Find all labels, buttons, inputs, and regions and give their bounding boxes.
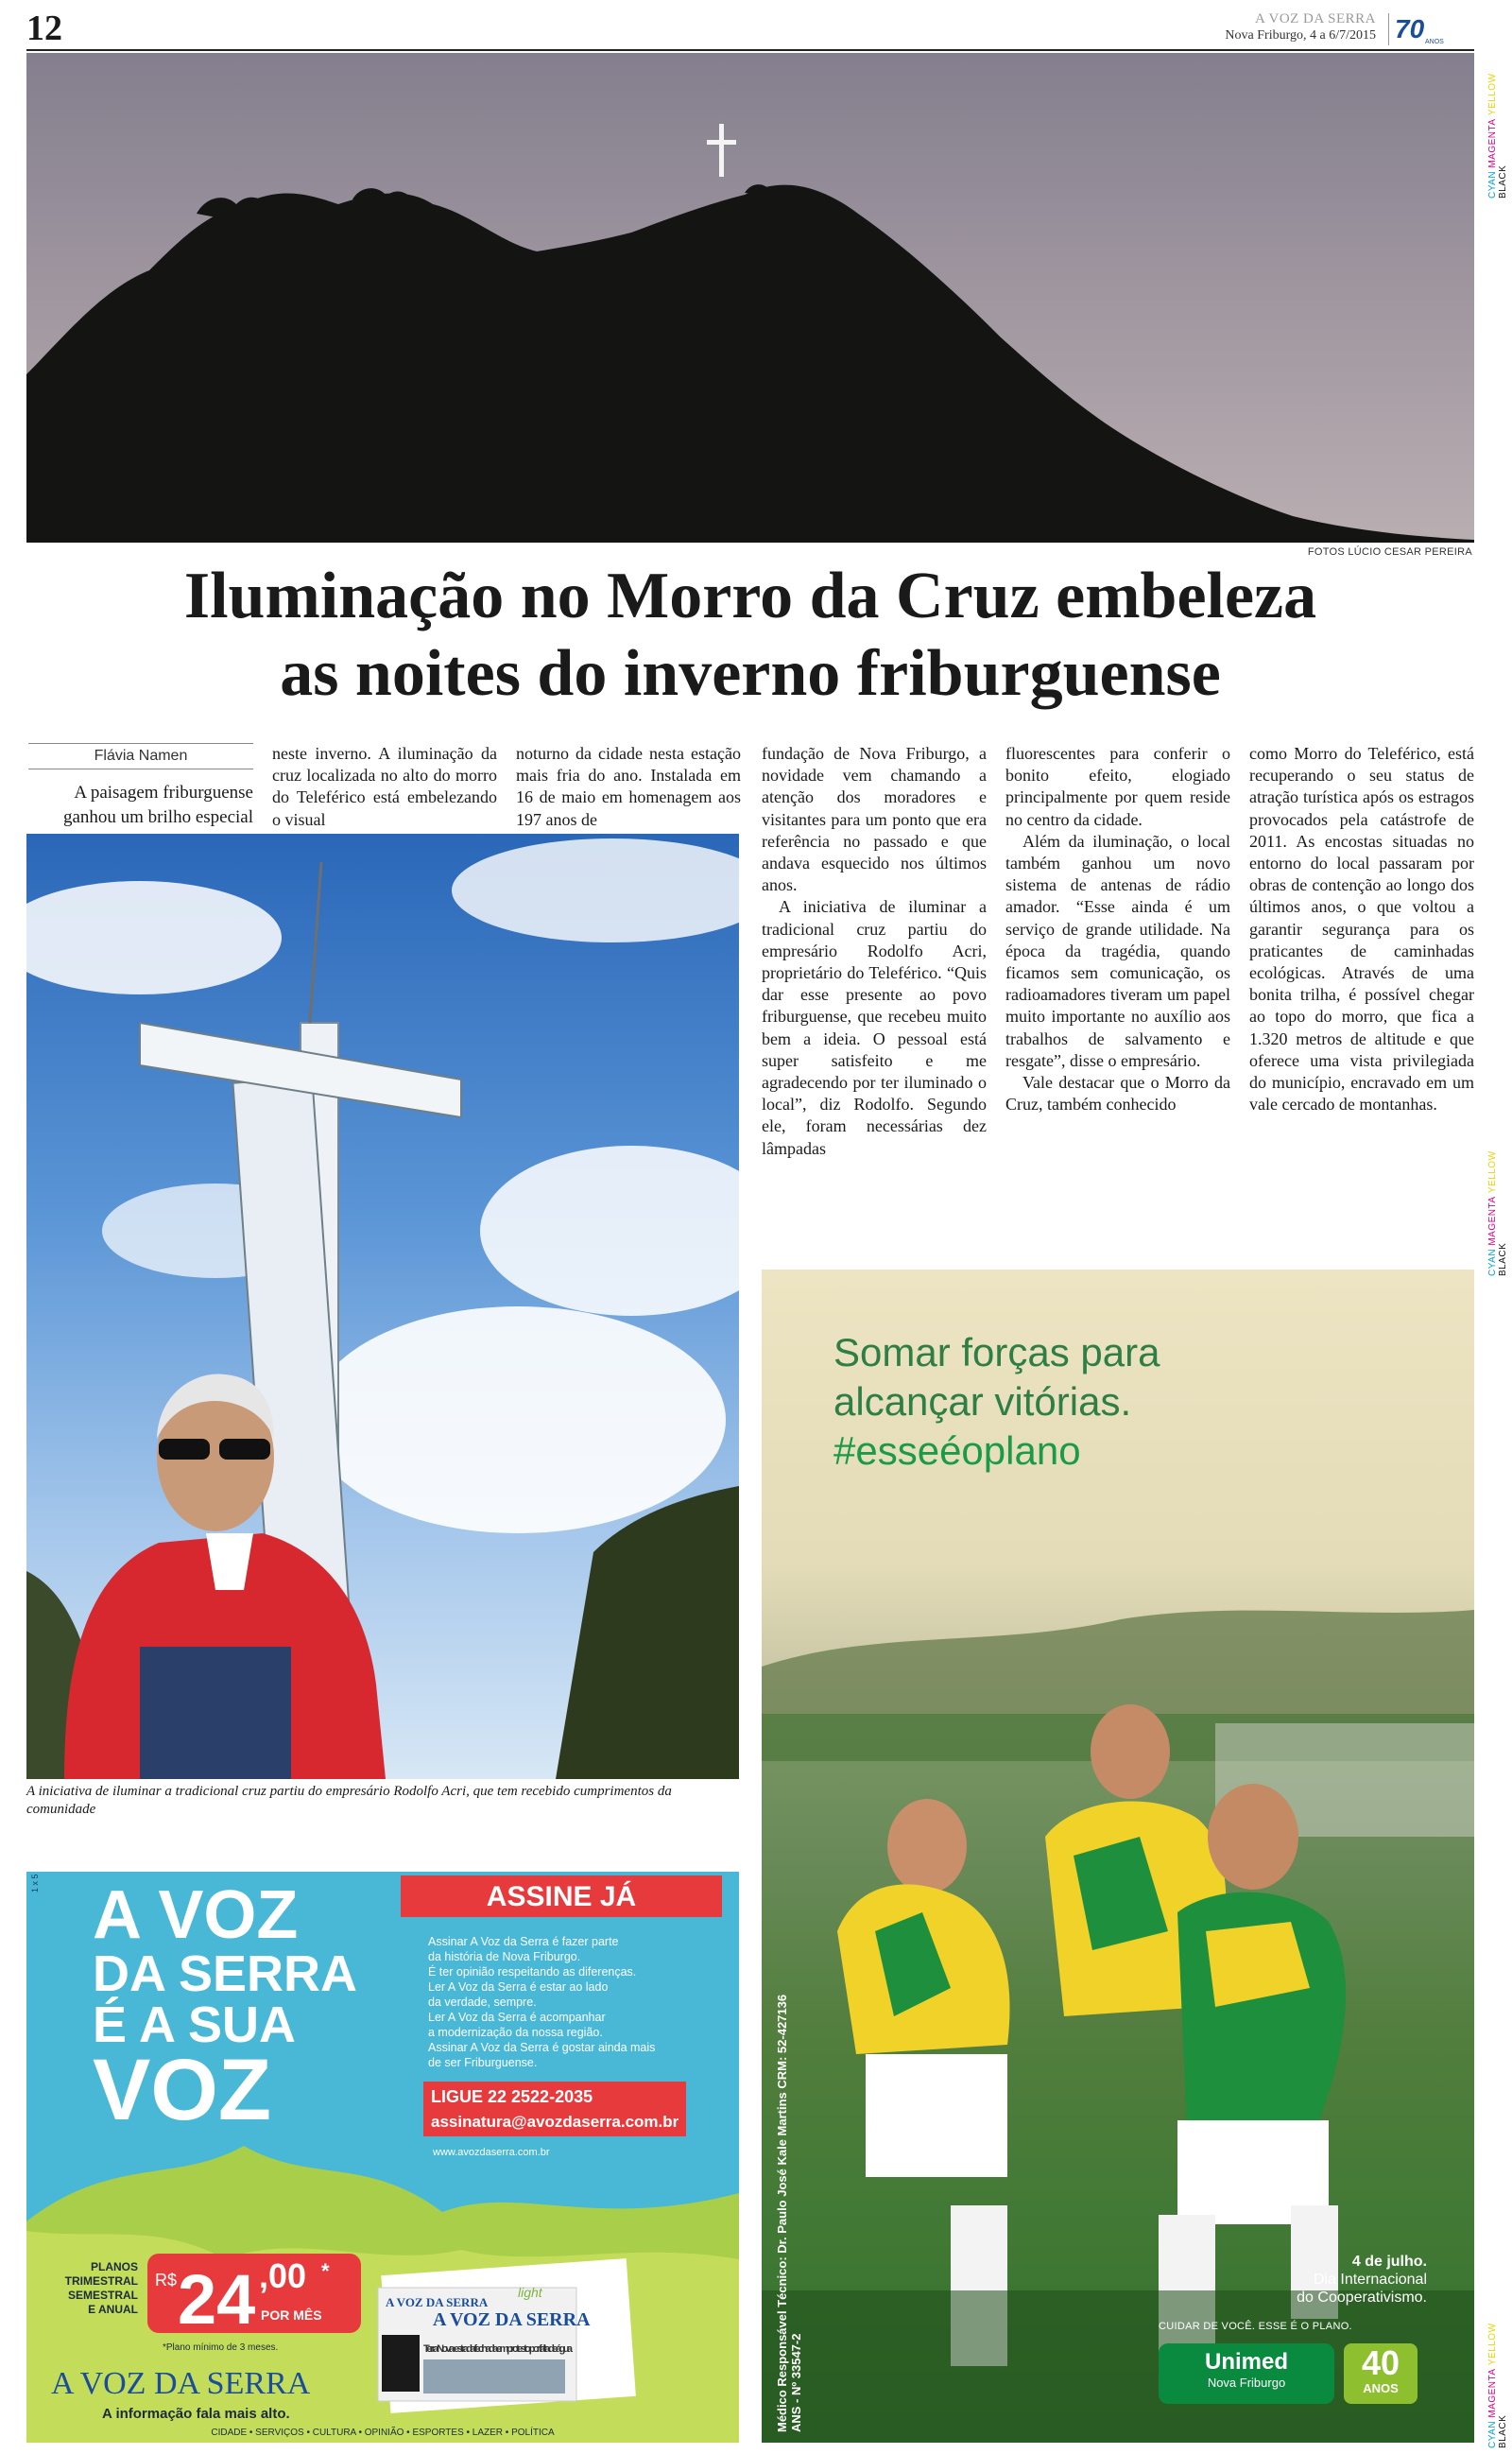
corner-code: 1 x 5 — [30, 1874, 40, 1892]
price-dec: ,00 — [259, 2256, 307, 2295]
hill-silhouette — [26, 53, 1474, 543]
ad-tagline: A informação fala mais alto. — [102, 2406, 290, 2422]
svg-text:de ser Friburguense.: de ser Friburguense. — [428, 2056, 538, 2069]
mini-newspaper — [378, 2258, 636, 2413]
price-currency: R$ — [155, 2271, 178, 2290]
masthead-date: Nova Friburgo, 4 a 6/7/2015 — [1225, 28, 1376, 43]
ad-body-text — [428, 1935, 655, 2069]
article-column-1: neste inverno. A iluminação da cruz localizada no alto do morro do Teleférico está embelezando o visual — [272, 744, 497, 829]
headline-line-1: Iluminação no Morro da Cruz embeleza — [183, 560, 1317, 632]
anniversary-logo — [1388, 13, 1452, 45]
ad-big-line-4: VOZ — [93, 2042, 272, 2138]
unimed-logo — [1159, 2343, 1334, 2404]
unimed-sub: Nova Friburgo — [1207, 2376, 1286, 2390]
slogan-line-1: Somar forças para — [833, 1330, 1160, 1374]
print-marks-top: CYAN MAGENTA YELLOW BLACK — [1487, 73, 1508, 199]
mini-paper-headline: Terra Nova: estrada fechada em protesto por falta de água — [423, 2343, 573, 2355]
print-marks-middle: CYAN MAGENTA YELLOW BLACK — [1487, 1150, 1508, 1276]
headline — [26, 558, 1474, 713]
article-column-4: fluorescentes para conferir o bonito efeito, elogiado principalmente por quem reside no centro da cidade. Além da iluminação, o local também ganhou um novo sistema de antenas de rádio amador. “Esse ainda é um serviço de grande utilidade. Na época da tragédia, quando ficamos sem comunicação, os radioamadores tiveram um papel muito importante no auxílio aos trabalhos de salvamento e resgate”, disse o empresário. Vale destacar que o Morro da Cruz, também conhecido — [1005, 744, 1230, 1115]
svg-text:É ter opinião respeitando as d: É ter opinião respeitando as diferenças. — [428, 1965, 637, 1979]
svg-text:Assinar A Voz da Serra é fazer: Assinar A Voz da Serra é fazer parte — [428, 1935, 619, 1948]
photo-illustration — [26, 834, 739, 1779]
svg-text:E ANUAL: E ANUAL — [88, 2303, 138, 2316]
email-text: assinatura@avozdaserra.com.br — [431, 2113, 679, 2131]
article-deck: A paisagem friburguense ganhou um brilho especial — [62, 783, 253, 827]
article-column-2: noturno da cidade nesta estação mais fria do ano. Instalada em 16 de maio em homenagem aos 197 anos de — [516, 744, 741, 829]
mini-paper-title-large: A VOZ DA SERRA — [433, 2309, 591, 2330]
photo-rodolfo-acri-cross — [26, 834, 739, 1779]
mini-paper-light: light — [518, 2285, 542, 2300]
print-marks-bottom: CYAN MAGENTA YELLOW BLACK — [1487, 2323, 1508, 2448]
svg-text:Ler A Voz da Serra é estar ao: Ler A Voz da Serra é estar ao lado — [428, 1980, 609, 1994]
headline-line-2: as noites do inverno friburguense — [280, 637, 1221, 710]
forty-years-badge — [1344, 2343, 1418, 2404]
ad-bottom-line: CUIDAR DE VOCÊ. ESSE É O PLANO. — [1159, 2321, 1352, 2332]
photo-caption: A iniciativa de iluminar a tradicional cruz partiu do empresário Rodolfo Acri, que tem recebido cumprimentos da comunidade — [26, 1784, 672, 1817]
slogan-line-2: alcançar vitórias. — [833, 1379, 1132, 1424]
ad-date-note: 4 de julho. Dia Internacional do Cooperativismo. — [1297, 2254, 1427, 2306]
article-column-5: como Morro do Teleférico, está recuperando o seu status de atração turística após os estragos provocados pela catástrofe de 2011. As encostas situadas no entorno do local passaram por obras de contenção ao longo dos últimos anos, o que voltou a garantir segurança para os praticantes de caminhadas ecológicas. Através de uma bonita trilha, é possível chegar ao topo do morro, que fica a 1.320 metros de altitude e que oferece uma vista privilegiada do município, encravado em um vale cercado de montanhas. — [1249, 744, 1474, 1115]
page-number: 12 — [26, 9, 62, 48]
ad-subscription — [26, 1872, 739, 2443]
phone-text: LIGUE 22 2522-2035 — [431, 2087, 593, 2106]
svg-text:da história de Nova Friburgo.: da história de Nova Friburgo. — [428, 1950, 581, 1963]
website-text: www.avozdaserra.com.br — [433, 2147, 550, 2158]
forty-years-number: 40 — [1361, 2343, 1400, 2382]
mini-paper-title: A VOZ DA SERRA — [386, 2295, 489, 2309]
svg-text:Ler A Voz da Serra é acompanha: Ler A Voz da Serra é acompanhar — [428, 2011, 606, 2024]
cross-light — [707, 124, 736, 177]
forty-years-label: ANOS — [1363, 2381, 1399, 2395]
price-asterisk: * — [321, 2259, 330, 2283]
ad-sections: CIDADE • SERVIÇOS • CULTURA • OPINIÃO • ESPORTES • LAZER • POLÍTICA — [211, 2428, 555, 2438]
svg-text:a modernização da nossa região: a modernização da nossa região. — [428, 2026, 603, 2039]
svg-text:PLANOS: PLANOS — [90, 2260, 138, 2273]
masthead — [1206, 11, 1452, 51]
unimed-brand: Unimed — [1204, 2349, 1288, 2375]
svg-text:SEMESTRAL: SEMESTRAL — [67, 2289, 138, 2302]
masthead-name: A VOZ DA SERRA — [1255, 11, 1376, 26]
anniversary-sub: ANOS — [1425, 39, 1444, 45]
ad-big-line-3: É A SUA — [93, 1996, 297, 2053]
top-rule — [26, 49, 1474, 51]
anniversary-number: 70 — [1395, 14, 1425, 43]
svg-text:da verdade, sempre.: da verdade, sempre. — [428, 1996, 537, 2009]
byline-author: Flávia Namen — [28, 743, 253, 769]
svg-text:TRIMESTRAL: TRIMESTRAL — [64, 2274, 138, 2288]
ad-paper-name: A VOZ DA SERRA — [51, 2366, 311, 2401]
assine-banner-label: ASSINE JÁ — [486, 1881, 637, 1912]
ad-big-line-1: A VOZ — [93, 1877, 299, 1953]
ad-unimed-cooperativism — [762, 1270, 1474, 2443]
slogan-hashtag: #esseéoplano — [833, 1428, 1081, 1473]
hero-photo-morro-da-cruz — [26, 53, 1474, 543]
svg-text:Assinar A Voz da Serra é gosta: Assinar A Voz da Serra é gostar ainda mais — [428, 2041, 656, 2054]
price-int: 24 — [178, 2260, 256, 2339]
ad-subscription-art — [26, 1872, 739, 2443]
ad-legal-vertical: Médico Responsável Técnico: Dr. Paulo José Kale Martins CRM: 52-427136 ANS - Nº 33547-2 — [775, 1994, 803, 2432]
price-note: *Plano mínimo de 3 meses. — [163, 2342, 279, 2353]
ad-slogan — [833, 1328, 1160, 1476]
photo-credit: FOTOS LÚCIO CESAR PEREIRA — [1307, 546, 1472, 558]
article-column-3: fundação de Nova Friburgo, a novidade vem chamando a atenção dos moradores e visitantes para um ponto que era referência no passado e que andava esquecido nos últimos anos. A iniciativa de iluminar a tradicional cruz partiu do empresário Rodolfo Acri, proprietário do Teleférico. “Quis dar esse presente ao povo friburguense, que recebeu muito bem a ideia. O pessoal está super satisfeito e me agradecendo por ter iluminado o local”, diz Rodolfo. Segundo ele, foram necessárias dez lâmpadas — [762, 744, 987, 1158]
ad-big-line-2: DA SERRA — [93, 1945, 358, 2002]
price-per-month: POR MÊS — [261, 2307, 322, 2323]
